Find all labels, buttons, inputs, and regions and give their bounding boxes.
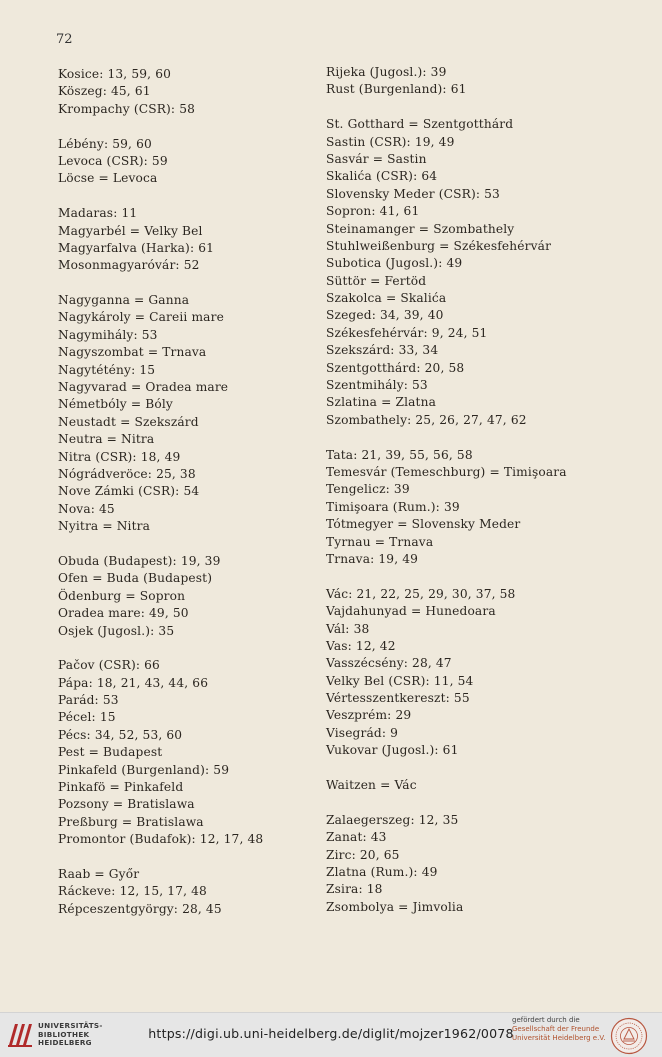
index-entry: Timişoara (Rum.): 39 — [326, 499, 460, 514]
index-column-right — [326, 64, 656, 916]
index-entry: Tengelicz: 39 — [326, 482, 410, 497]
funding-note[interactable] — [512, 1016, 605, 1044]
index-entry: Neustadt = Szekszárd — [58, 414, 199, 429]
section-gap — [58, 849, 313, 866]
index-entry: Subotica (Jugosl.): 49 — [326, 256, 463, 271]
index-entry: Szentmihály: 53 — [326, 378, 428, 393]
index-entry: Vas: 12, 42 — [326, 638, 396, 653]
index-entry: Neutra = Nitra — [58, 432, 155, 447]
index-entry: Répceszentgyörgy: 28, 45 — [58, 901, 222, 916]
index-entry: Osjek (Jugosl.): 35 — [58, 623, 175, 638]
index-entry: Sastin (CSR): 19, 49 — [326, 134, 455, 149]
section-gap — [326, 429, 656, 446]
index-entry: Promontor (Budafok): 12, 17, 48 — [58, 832, 264, 847]
section-gap — [58, 188, 313, 205]
index-entry: Trnava: 19, 49 — [326, 551, 419, 566]
index-entry: Pinkafö = Pinkafeld — [58, 780, 184, 795]
index-entry: Nógrádveröce: 25, 38 — [58, 466, 196, 481]
index-entry: Németbóly = Bóly — [58, 397, 173, 412]
permalink-url[interactable]: https://digi.ub.uni-heidelberg.de/diglit/mojzer1962/0078 — [148, 1026, 514, 1041]
index-entry: Szlatina = Zlatna — [326, 395, 436, 410]
viewer-footer — [0, 1012, 662, 1057]
index-entry: Magyarfalva (Harka): 61 — [58, 240, 215, 255]
index-entry: Ödenburg = Sopron — [58, 588, 186, 603]
index-entry: Nagymihály: 53 — [58, 327, 158, 342]
index-entry: St. Gotthard = Szentgotthárd — [326, 117, 514, 132]
index-entry: Magyarbél = Velky Bel — [58, 223, 203, 238]
index-entry: Waitzen = Vác — [326, 778, 417, 793]
index-entry: Szakolca = Skalića — [326, 291, 447, 306]
index-entry: Vajdahunyad = Hunedoara — [326, 604, 496, 619]
index-entry: Zlatna (Rum.): 49 — [326, 864, 438, 879]
index-entry: Zirc: 20, 65 — [326, 847, 400, 862]
section-gap — [58, 640, 313, 657]
index-entry: Nagytétény: 15 — [58, 362, 156, 377]
index-entry: Nyitra = Nitra — [58, 519, 151, 534]
index-column-left — [58, 66, 313, 918]
section-gap — [58, 536, 313, 553]
index-entry: Obuda (Budapest): 19, 39 — [58, 553, 221, 568]
library-logo-line: UNIVERSITÄTS- — [38, 1021, 103, 1030]
index-entry: Ráckeve: 12, 15, 17, 48 — [58, 884, 207, 899]
index-entry: Székesfehérvár: 9, 24, 51 — [326, 325, 488, 340]
library-logo-line: HEIDELBERG — [38, 1038, 92, 1048]
page-number: 72 — [56, 32, 73, 47]
index-entry: Zsombolya = Jimvolia — [326, 899, 464, 914]
index-entry: Nagyszombat = Trnava — [58, 345, 207, 360]
index-entry: Köszeg: 45, 61 — [58, 84, 151, 99]
index-entry: Vukovar (Jugosl.): 61 — [326, 743, 459, 758]
index-entry: Sasvár = Sastin — [326, 151, 427, 166]
funding-org-line: Universität Heidelberg e.V. — [512, 1034, 606, 1043]
index-entry: Oradea mare: 49, 50 — [58, 606, 189, 621]
index-entry: Löcse = Levoca — [58, 171, 158, 186]
index-entry: Pozsony = Bratislawa — [58, 797, 195, 812]
index-entry: Levoca (CSR): 59 — [58, 153, 168, 168]
section-gap — [326, 794, 656, 811]
index-entry: Rijeka (Jugosl.): 39 — [326, 65, 447, 79]
index-entry: Nove Zámki (CSR): 54 — [58, 484, 200, 499]
index-entry: Zalaegerszeg: 12, 35 — [326, 812, 459, 827]
index-entry: Vác: 21, 22, 25, 29, 30, 37, 58 — [326, 586, 516, 601]
index-entry: Rust (Burgenland): 61 — [326, 82, 467, 97]
index-entry: Lébény: 59, 60 — [58, 136, 152, 151]
index-entry: Steinamanger = Szombathely — [326, 221, 515, 236]
index-entry: Szekszárd: 33, 34 — [326, 343, 439, 358]
index-entry: Szeged: 34, 39, 40 — [326, 308, 444, 323]
index-entry: Pécel: 15 — [58, 710, 116, 725]
index-entry: Sopron: 41, 61 — [326, 204, 420, 219]
index-entry: Parád: 53 — [58, 693, 119, 708]
index-entry: Velky Bel (CSR): 11, 54 — [326, 673, 474, 688]
section-gap — [326, 568, 656, 585]
index-entry: Süttör = Fertöd — [326, 273, 427, 288]
index-entry: Zanat: 43 — [326, 830, 387, 845]
funding-org-line: Gesellschaft der Freunde — [512, 1025, 600, 1034]
index-entry: Krompachy (CSR): 58 — [58, 101, 196, 116]
index-entry: Tótmegyer = Slovensky Meder — [326, 517, 521, 532]
index-entry: Tata: 21, 39, 55, 56, 58 — [326, 447, 473, 462]
index-entry: Nagyvarad = Oradea mare — [58, 380, 229, 395]
index-entry: Pinkafeld (Burgenland): 59 — [58, 762, 230, 777]
index-entry: Pačov (CSR): 66 — [58, 658, 160, 673]
index-entry: Vasszécsény: 28, 47 — [326, 656, 452, 671]
university-seal-icon[interactable] — [610, 1017, 648, 1055]
index-entry: Nagyganna = Ganna — [58, 293, 190, 308]
index-entry: Vértesszentkereszt: 55 — [326, 691, 470, 706]
section-gap — [326, 760, 656, 777]
index-entry: Madaras: 11 — [58, 206, 138, 221]
index-entry: Nitra (CSR): 18, 49 — [58, 449, 181, 464]
section-gap — [326, 99, 656, 116]
index-entry: Stuhlweißenburg = Székesfehérvár — [326, 238, 552, 253]
funding-label: gefördert durch die — [512, 1016, 580, 1024]
index-entry: Szombathely: 25, 26, 27, 47, 62 — [326, 412, 527, 427]
library-logo-line: BIBLIOTHEK — [38, 1029, 90, 1039]
section-gap — [58, 275, 313, 292]
index-entry: Temesvár (Temeschburg) = Timişoara — [326, 464, 567, 479]
index-entry: Pécs: 34, 52, 53, 60 — [58, 727, 183, 742]
index-entry: Ofen = Buda (Budapest) — [58, 571, 213, 586]
index-entry: Skalića (CSR): 64 — [326, 169, 438, 184]
index-entry: Visegrád: 9 — [326, 725, 399, 740]
index-entry: Raab = Győr — [58, 866, 140, 881]
index-entry: Vál: 38 — [326, 621, 370, 636]
index-entry: Preßburg = Bratislawa — [58, 814, 204, 829]
index-entry: Slovensky Meder (CSR): 53 — [326, 186, 500, 201]
index-entry: Pest = Budapest — [58, 745, 163, 760]
index-entry: Pápa: 18, 21, 43, 44, 66 — [58, 675, 209, 690]
index-entry: Kosice: 13, 59, 60 — [58, 67, 172, 81]
index-entry: Tyrnau = Trnava — [326, 534, 434, 549]
index-entry: Szentgotthárd: 20, 58 — [326, 360, 465, 375]
index-entry: Nova: 45 — [58, 501, 115, 516]
index-entry: Veszprém: 29 — [326, 708, 412, 723]
index-entry: Zsira: 18 — [326, 882, 383, 897]
index-entry: Nagykároly = Careii mare — [58, 310, 224, 325]
index-entry: Mosonmagyaróvár: 52 — [58, 258, 200, 273]
section-gap — [58, 118, 313, 135]
